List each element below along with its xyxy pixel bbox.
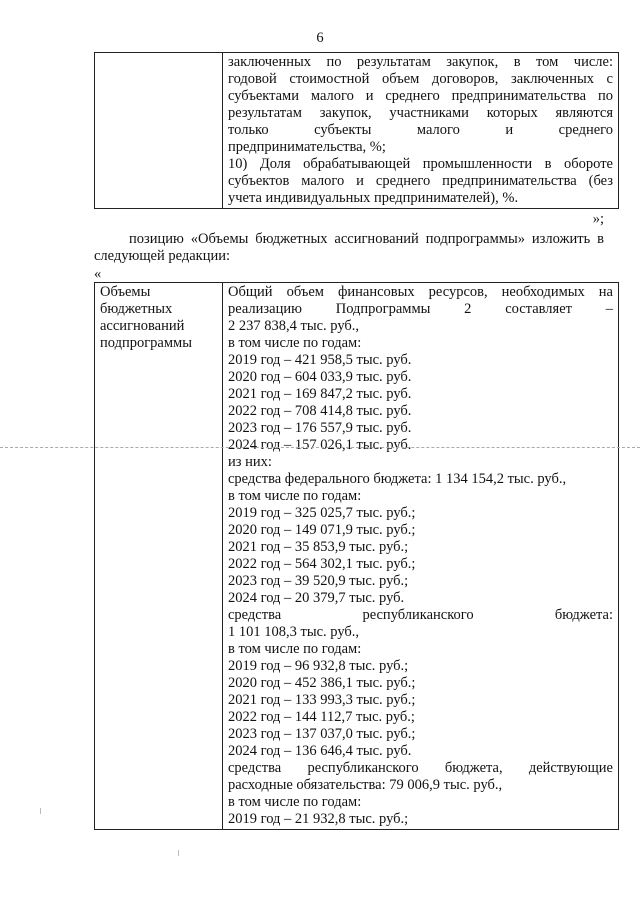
text-line: предпринимательства, %; xyxy=(228,139,386,155)
label-line: ассигнований xyxy=(100,318,185,334)
scan-mark xyxy=(40,808,41,814)
budget-label xyxy=(100,284,217,352)
table-row xyxy=(95,53,619,209)
text-line: 2024 год – 20 379,7 тыс. руб. xyxy=(228,590,405,606)
text-line: 2022 год – 708 414,8 тыс. руб. xyxy=(228,403,412,419)
text-line: средства республиканского бюджета: xyxy=(228,607,613,623)
text-line: 1 101 108,3 тыс. руб., xyxy=(228,624,360,640)
text-line: 2021 год – 35 853,9 тыс. руб.; xyxy=(228,539,409,555)
label-line: бюджетных xyxy=(100,301,173,317)
text-line: годовой стоимостной объем договоров, заключенных с xyxy=(228,71,613,87)
label-line: Объемы xyxy=(100,284,151,300)
text-line: в том числе по годам: xyxy=(228,488,362,504)
text-line: расходные обязательства: 79 006,9 тыс. руб., xyxy=(228,777,503,793)
text-line: 2021 год – 133 993,3 тыс. руб.; xyxy=(228,692,416,708)
amendment-paragraph: позицию «Объемы бюджетных ассигнований подпрограммы» изложить в следующей редакции: xyxy=(94,231,604,264)
text-line: 2023 год – 137 037,0 тыс. руб.; xyxy=(228,726,416,742)
text-line: 2019 год – 21 932,8 тыс. руб.; xyxy=(228,811,409,827)
text-line: 2019 год – 96 932,8 тыс. руб.; xyxy=(228,658,409,674)
text-line: из них: xyxy=(228,454,272,470)
text-line: в том числе по годам: xyxy=(228,641,362,657)
budget-text xyxy=(228,284,613,828)
text-line: 2019 год – 421 958,5 тыс. руб. xyxy=(228,352,412,368)
text-line: 10) Доля обрабатывающей промышленности в обороте xyxy=(228,156,613,172)
text-line: учета индивидуальных предпринимателей), %. xyxy=(228,190,519,206)
table-cell-indicators xyxy=(223,53,619,209)
text-line: 2020 год – 452 386,1 тыс. руб.; xyxy=(228,675,416,691)
text-line: 2024 год – 136 646,4 тыс. руб. xyxy=(228,743,412,759)
text-line: 2020 год – 149 071,9 тыс. руб.; xyxy=(228,522,416,538)
text-line: заключенных по результатам закупок, в том числе: xyxy=(228,54,613,70)
text-line: только субъекты малого и среднего xyxy=(228,122,613,138)
text-line: Общий объем финансовых ресурсов, необходимых на xyxy=(228,284,613,300)
text-line: 2022 год – 564 302,1 тыс. руб.; xyxy=(228,556,416,572)
table-row xyxy=(95,283,619,830)
text-line: 2020 год – 604 033,9 тыс. руб. xyxy=(228,369,412,385)
text-line: 2023 год – 39 520,9 тыс. руб.; xyxy=(228,573,409,589)
indicators-table xyxy=(94,52,619,209)
indicators-text xyxy=(228,54,613,207)
closing-quote-mark: »; xyxy=(592,211,604,227)
budget-table xyxy=(94,282,619,830)
text-line: средства федерального бюджета: 1 134 154,2 тыс. руб., xyxy=(228,471,567,487)
text-line: реализацию Подпрограммы 2 составляет – xyxy=(228,301,613,317)
scan-fold-line xyxy=(0,447,640,448)
text-line: в том числе по годам: xyxy=(228,794,362,810)
text-line: 2019 год – 325 025,7 тыс. руб.; xyxy=(228,505,416,521)
text-line: 2021 год – 169 847,2 тыс. руб. xyxy=(228,386,412,402)
table-cell-label xyxy=(95,283,223,830)
scan-mark xyxy=(178,850,179,856)
table-cell-budget xyxy=(223,283,619,830)
text-line: средства республиканского бюджета, действующие xyxy=(228,760,613,776)
text-line: субъектов малого и среднего предпринимательства (без xyxy=(228,173,613,189)
text-line: результатам закупок, участниками которых являются xyxy=(228,105,613,121)
text-line: 2024 год – 157 026,1 тыс. руб. xyxy=(228,437,412,453)
label-line: подпрограммы xyxy=(100,335,192,351)
text-line: в том числе по годам: xyxy=(228,335,362,351)
opening-quote-mark: « xyxy=(94,266,102,282)
text-line: 2 237 838,4 тыс. руб., xyxy=(228,318,360,334)
text-line: 2023 год – 176 557,9 тыс. руб. xyxy=(228,420,412,436)
text-line: субъектами малого и среднего предпринимательства по xyxy=(228,88,613,104)
page-number: 6 xyxy=(316,30,324,46)
text-line: 2022 год – 144 112,7 тыс. руб.; xyxy=(228,709,415,725)
table-cell-left-empty xyxy=(95,53,223,209)
